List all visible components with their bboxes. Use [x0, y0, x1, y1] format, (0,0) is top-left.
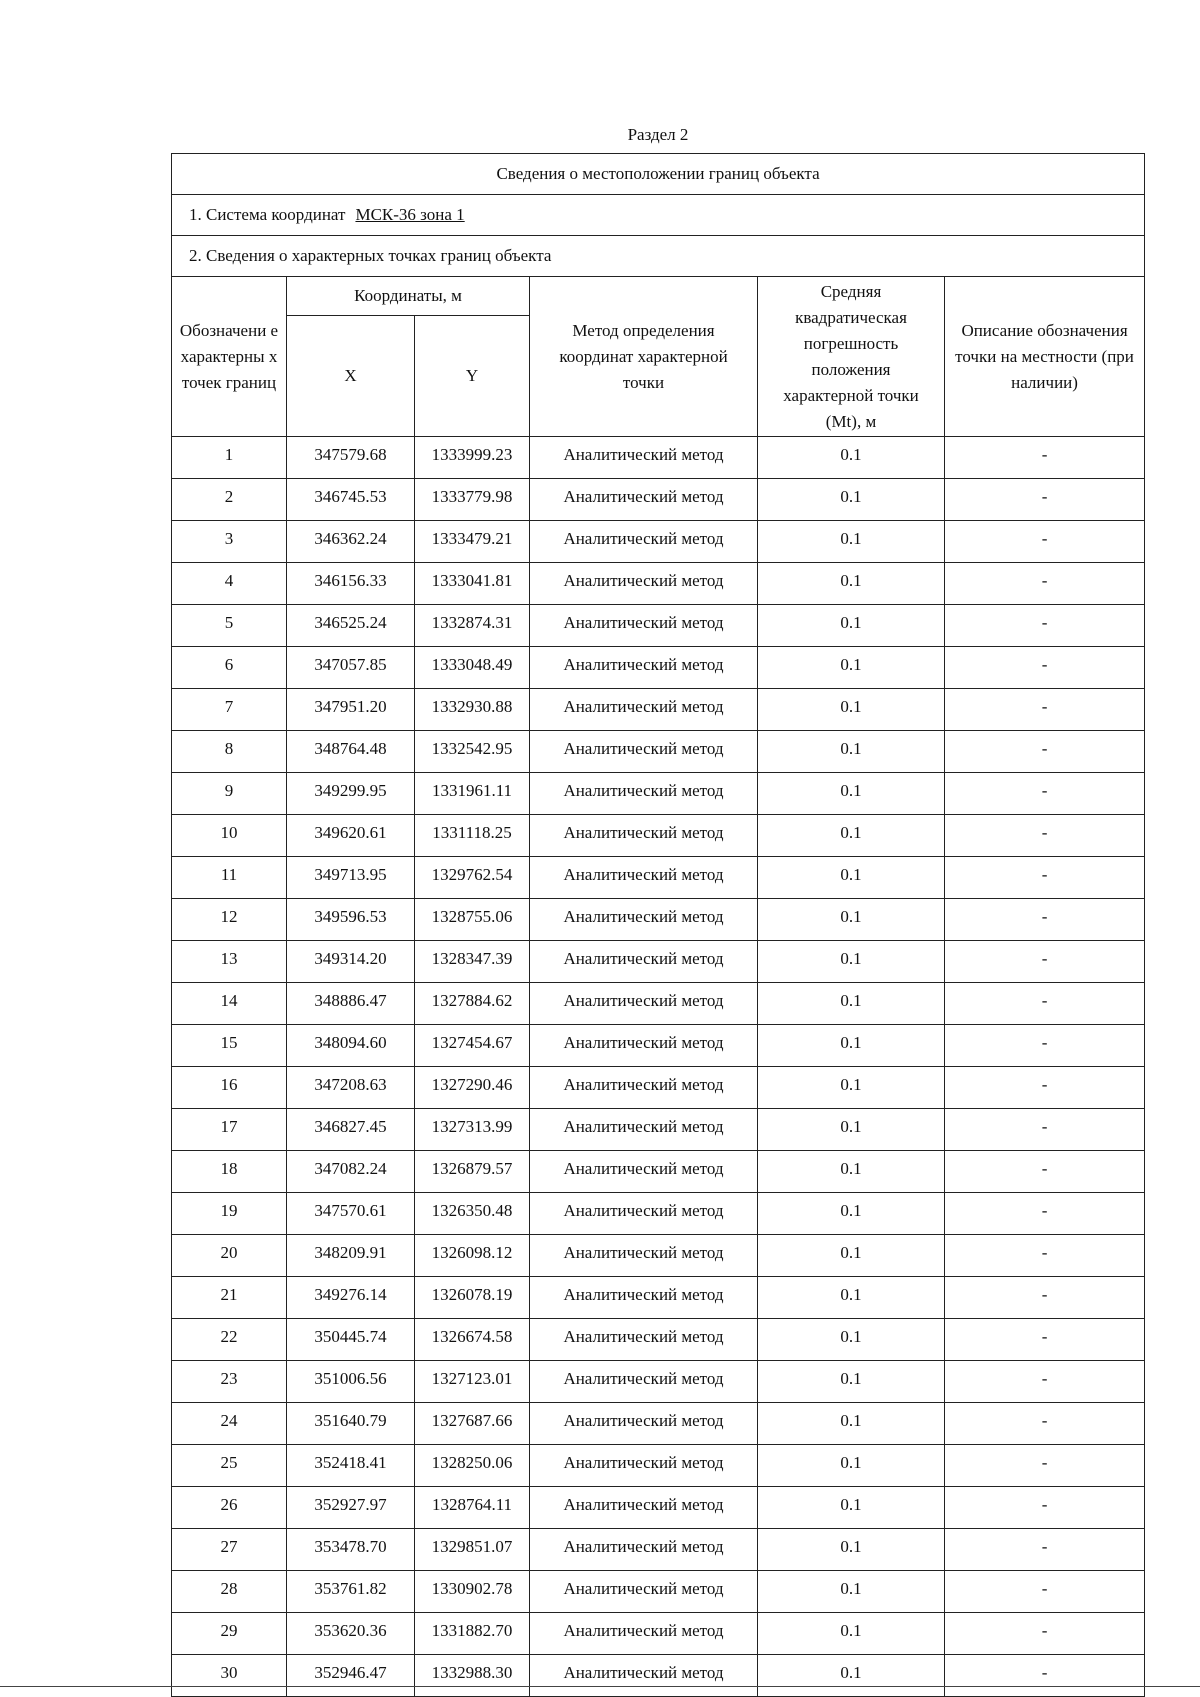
mt-error-cell: 0.1: [758, 1277, 945, 1319]
coord-y-cell: 1328764.11: [415, 1487, 530, 1529]
header-coords: Координаты, м: [287, 277, 530, 316]
points-heading-row: [172, 236, 1145, 277]
table-row: [172, 1025, 1145, 1067]
method-cell: Аналитический метод: [530, 605, 758, 647]
method-cell: Аналитический метод: [530, 1151, 758, 1193]
method-cell: Аналитический метод: [530, 731, 758, 773]
mt-error-cell: 0.1: [758, 1487, 945, 1529]
mt-error-cell: 0.1: [758, 521, 945, 563]
coord-y-cell: 1331961.11: [415, 773, 530, 815]
point-number-cell: 7: [172, 689, 287, 731]
description-cell: -: [945, 479, 1145, 521]
table-row: [172, 1571, 1145, 1613]
description-cell: -: [945, 1361, 1145, 1403]
coord-x-cell: 349596.53: [287, 899, 415, 941]
coord-x-cell: 347208.63: [287, 1067, 415, 1109]
mt-error-cell: 0.1: [758, 815, 945, 857]
point-number-cell: 16: [172, 1067, 287, 1109]
table-row: [172, 1277, 1145, 1319]
coord-x-cell: 346362.24: [287, 521, 415, 563]
coord-y-cell: 1331118.25: [415, 815, 530, 857]
coord-x-cell: 348764.48: [287, 731, 415, 773]
point-number-cell: 5: [172, 605, 287, 647]
coord-system-row: [172, 195, 1145, 236]
coord-x-cell: 349620.61: [287, 815, 415, 857]
coord-x-cell: 346156.33: [287, 563, 415, 605]
point-number-cell: 20: [172, 1235, 287, 1277]
description-cell: -: [945, 731, 1145, 773]
point-number-cell: 29: [172, 1613, 287, 1655]
mt-error-cell: 0.1: [758, 1025, 945, 1067]
mt-error-cell: 0.1: [758, 857, 945, 899]
coord-x-cell: 347570.61: [287, 1193, 415, 1235]
coord-y-cell: 1327454.67: [415, 1025, 530, 1067]
point-number-cell: 4: [172, 563, 287, 605]
table-row: [172, 647, 1145, 689]
method-cell: Аналитический метод: [530, 857, 758, 899]
table-row: [172, 605, 1145, 647]
method-cell: Аналитический метод: [530, 1067, 758, 1109]
mt-error-cell: 0.1: [758, 605, 945, 647]
method-cell: Аналитический метод: [530, 1403, 758, 1445]
coord-y-cell: 1326350.48: [415, 1193, 530, 1235]
description-cell: -: [945, 1109, 1145, 1151]
coord-y-cell: 1332930.88: [415, 689, 530, 731]
mt-error-cell: 0.1: [758, 1613, 945, 1655]
mt-error-cell: 0.1: [758, 941, 945, 983]
description-cell: -: [945, 1487, 1145, 1529]
point-number-cell: 19: [172, 1193, 287, 1235]
coord-system-label: 1. Система координат: [189, 205, 346, 224]
mt-error-cell: 0.1: [758, 773, 945, 815]
method-cell: Аналитический метод: [530, 1655, 758, 1697]
coord-x-cell: 348886.47: [287, 983, 415, 1025]
table-row: [172, 479, 1145, 521]
table-title: Сведения о местоположении границ объекта: [172, 154, 1145, 195]
description-cell: -: [945, 1445, 1145, 1487]
table-title-row: [172, 154, 1145, 195]
table-row: [172, 1235, 1145, 1277]
coord-system-value: МСК-36 зона 1: [355, 205, 465, 224]
page-bottom-rule: [0, 1686, 1200, 1687]
table-row: [172, 1109, 1145, 1151]
description-cell: -: [945, 1025, 1145, 1067]
coord-y-cell: 1333779.98: [415, 479, 530, 521]
coord-y-cell: 1328755.06: [415, 899, 530, 941]
table-row: [172, 941, 1145, 983]
method-cell: Аналитический метод: [530, 1277, 758, 1319]
description-cell: -: [945, 647, 1145, 689]
mt-error-cell: 0.1: [758, 1403, 945, 1445]
coord-x-cell: 353761.82: [287, 1571, 415, 1613]
point-number-cell: 28: [172, 1571, 287, 1613]
mt-error-cell: 0.1: [758, 437, 945, 479]
coord-x-cell: 348094.60: [287, 1025, 415, 1067]
point-number-cell: 10: [172, 815, 287, 857]
point-number-cell: 18: [172, 1151, 287, 1193]
point-number-cell: 26: [172, 1487, 287, 1529]
coord-y-cell: 1328347.39: [415, 941, 530, 983]
coord-y-cell: 1326674.58: [415, 1319, 530, 1361]
point-number-cell: 2: [172, 479, 287, 521]
point-number-cell: 22: [172, 1319, 287, 1361]
method-cell: Аналитический метод: [530, 437, 758, 479]
description-cell: -: [945, 1277, 1145, 1319]
coord-y-cell: 1333479.21: [415, 521, 530, 563]
coord-x-cell: 349276.14: [287, 1277, 415, 1319]
coord-x-cell: 347057.85: [287, 647, 415, 689]
method-cell: Аналитический метод: [530, 1109, 758, 1151]
description-cell: -: [945, 563, 1145, 605]
header-error: Средняя квадратическая погрешность положения характерной точки (Mt), м: [758, 277, 945, 437]
coord-x-cell: 347951.20: [287, 689, 415, 731]
coord-x-cell: 347082.24: [287, 1151, 415, 1193]
coord-y-cell: 1333999.23: [415, 437, 530, 479]
description-cell: -: [945, 857, 1145, 899]
coord-y-cell: 1329851.07: [415, 1529, 530, 1571]
table-row: [172, 1529, 1145, 1571]
description-cell: -: [945, 1319, 1145, 1361]
mt-error-cell: 0.1: [758, 1109, 945, 1151]
point-number-cell: 11: [172, 857, 287, 899]
method-cell: Аналитический метод: [530, 1613, 758, 1655]
description-cell: -: [945, 815, 1145, 857]
point-number-cell: 25: [172, 1445, 287, 1487]
table-row: [172, 899, 1145, 941]
header-row-top: [172, 277, 1145, 316]
coord-y-cell: 1326078.19: [415, 1277, 530, 1319]
coord-y-cell: 1333048.49: [415, 647, 530, 689]
table-row: [172, 521, 1145, 563]
table-row: [172, 1403, 1145, 1445]
points-heading: 2. Сведения о характерных точках границ объекта: [172, 236, 1145, 277]
coord-y-cell: 1327884.62: [415, 983, 530, 1025]
description-cell: -: [945, 773, 1145, 815]
coord-y-cell: 1332874.31: [415, 605, 530, 647]
coord-x-cell: 352418.41: [287, 1445, 415, 1487]
coord-x-cell: 353478.70: [287, 1529, 415, 1571]
mt-error-cell: 0.1: [758, 1151, 945, 1193]
method-cell: Аналитический метод: [530, 1361, 758, 1403]
method-cell: Аналитический метод: [530, 563, 758, 605]
method-cell: Аналитический метод: [530, 899, 758, 941]
method-cell: Аналитический метод: [530, 815, 758, 857]
method-cell: Аналитический метод: [530, 1319, 758, 1361]
coord-y-cell: 1328250.06: [415, 1445, 530, 1487]
mt-error-cell: 0.1: [758, 1529, 945, 1571]
table-row: [172, 983, 1145, 1025]
coord-y-cell: 1333041.81: [415, 563, 530, 605]
description-cell: -: [945, 1193, 1145, 1235]
description-cell: -: [945, 605, 1145, 647]
mt-error-cell: 0.1: [758, 563, 945, 605]
header-description: Описание обозначения точки на местности (при наличии): [945, 277, 1145, 437]
description-cell: -: [945, 1403, 1145, 1445]
table-row: [172, 1319, 1145, 1361]
mt-error-cell: 0.1: [758, 479, 945, 521]
table-row: [172, 689, 1145, 731]
description-cell: -: [945, 1571, 1145, 1613]
method-cell: Аналитический метод: [530, 521, 758, 563]
point-number-cell: 30: [172, 1655, 287, 1697]
point-number-cell: 8: [172, 731, 287, 773]
coord-x-cell: 346525.24: [287, 605, 415, 647]
method-cell: Аналитический метод: [530, 983, 758, 1025]
mt-error-cell: 0.1: [758, 1319, 945, 1361]
method-cell: Аналитический метод: [530, 1487, 758, 1529]
coord-x-cell: 352927.97: [287, 1487, 415, 1529]
mt-error-cell: 0.1: [758, 731, 945, 773]
coord-y-cell: 1332542.95: [415, 731, 530, 773]
description-cell: -: [945, 941, 1145, 983]
coord-x-cell: 350445.74: [287, 1319, 415, 1361]
method-cell: Аналитический метод: [530, 1445, 758, 1487]
table-row: [172, 1067, 1145, 1109]
mt-error-cell: 0.1: [758, 983, 945, 1025]
description-cell: -: [945, 437, 1145, 479]
mt-error-cell: 0.1: [758, 1235, 945, 1277]
method-cell: Аналитический метод: [530, 941, 758, 983]
mt-error-cell: 0.1: [758, 1361, 945, 1403]
description-cell: -: [945, 689, 1145, 731]
point-number-cell: 15: [172, 1025, 287, 1067]
coord-y-cell: 1330902.78: [415, 1571, 530, 1613]
coord-y-cell: 1326879.57: [415, 1151, 530, 1193]
table-row: [172, 773, 1145, 815]
description-cell: -: [945, 1067, 1145, 1109]
method-cell: Аналитический метод: [530, 1571, 758, 1613]
header-y: Y: [415, 316, 530, 437]
point-number-cell: 6: [172, 647, 287, 689]
method-cell: Аналитический метод: [530, 1235, 758, 1277]
method-cell: Аналитический метод: [530, 689, 758, 731]
coord-y-cell: 1332988.30: [415, 1655, 530, 1697]
table-row: [172, 1613, 1145, 1655]
coord-x-cell: 349713.95: [287, 857, 415, 899]
description-cell: -: [945, 983, 1145, 1025]
table-row: [172, 1361, 1145, 1403]
coord-x-cell: 349299.95: [287, 773, 415, 815]
table-row: [172, 731, 1145, 773]
point-number-cell: 12: [172, 899, 287, 941]
table-row: [172, 1193, 1145, 1235]
point-number-cell: 9: [172, 773, 287, 815]
point-number-cell: 3: [172, 521, 287, 563]
method-cell: Аналитический метод: [530, 1193, 758, 1235]
coord-y-cell: 1327313.99: [415, 1109, 530, 1151]
description-cell: -: [945, 521, 1145, 563]
description-cell: -: [945, 1613, 1145, 1655]
method-cell: Аналитический метод: [530, 479, 758, 521]
coord-x-cell: 351640.79: [287, 1403, 415, 1445]
section-label: Раздел 2: [627, 125, 689, 144]
point-number-cell: 13: [172, 941, 287, 983]
coord-x-cell: 349314.20: [287, 941, 415, 983]
method-cell: Аналитический метод: [530, 1025, 758, 1067]
mt-error-cell: 0.1: [758, 899, 945, 941]
table-row: [172, 1655, 1145, 1697]
mt-error-cell: 0.1: [758, 1445, 945, 1487]
mt-error-cell: 0.1: [758, 1067, 945, 1109]
mt-error-cell: 0.1: [758, 1655, 945, 1697]
method-cell: Аналитический метод: [530, 1529, 758, 1571]
coord-y-cell: 1331882.70: [415, 1613, 530, 1655]
method-cell: Аналитический метод: [530, 647, 758, 689]
description-cell: -: [945, 1655, 1145, 1697]
coord-y-cell: 1329762.54: [415, 857, 530, 899]
header-x: X: [287, 316, 415, 437]
coord-y-cell: 1327123.01: [415, 1361, 530, 1403]
point-number-cell: 14: [172, 983, 287, 1025]
coord-x-cell: 351006.56: [287, 1361, 415, 1403]
table-row: [172, 437, 1145, 479]
boundary-table: [171, 153, 1145, 1697]
point-number-cell: 21: [172, 1277, 287, 1319]
description-cell: -: [945, 1235, 1145, 1277]
point-number-cell: 23: [172, 1361, 287, 1403]
coord-x-cell: 353620.36: [287, 1613, 415, 1655]
point-number-cell: 27: [172, 1529, 287, 1571]
coord-x-cell: 352946.47: [287, 1655, 415, 1697]
point-number-cell: 17: [172, 1109, 287, 1151]
coord-y-cell: 1327687.66: [415, 1403, 530, 1445]
mt-error-cell: 0.1: [758, 1193, 945, 1235]
mt-error-cell: 0.1: [758, 689, 945, 731]
description-cell: -: [945, 899, 1145, 941]
coord-x-cell: 346827.45: [287, 1109, 415, 1151]
point-number-cell: 24: [172, 1403, 287, 1445]
table-row: [172, 1487, 1145, 1529]
table-row: [172, 857, 1145, 899]
coord-y-cell: 1326098.12: [415, 1235, 530, 1277]
table-row: [172, 815, 1145, 857]
table-row: [172, 1151, 1145, 1193]
description-cell: -: [945, 1529, 1145, 1571]
table-row: [172, 1445, 1145, 1487]
description-cell: -: [945, 1151, 1145, 1193]
point-number-cell: 1: [172, 437, 287, 479]
mt-error-cell: 0.1: [758, 647, 945, 689]
coord-y-cell: 1327290.46: [415, 1067, 530, 1109]
header-designation: Обозначени е характерны х точек границ: [172, 277, 287, 437]
coord-x-cell: 346745.53: [287, 479, 415, 521]
coord-x-cell: 347579.68: [287, 437, 415, 479]
method-cell: Аналитический метод: [530, 773, 758, 815]
header-method: Метод определения координат характерной точки: [530, 277, 758, 437]
table-row: [172, 563, 1145, 605]
mt-error-cell: 0.1: [758, 1571, 945, 1613]
coord-x-cell: 348209.91: [287, 1235, 415, 1277]
